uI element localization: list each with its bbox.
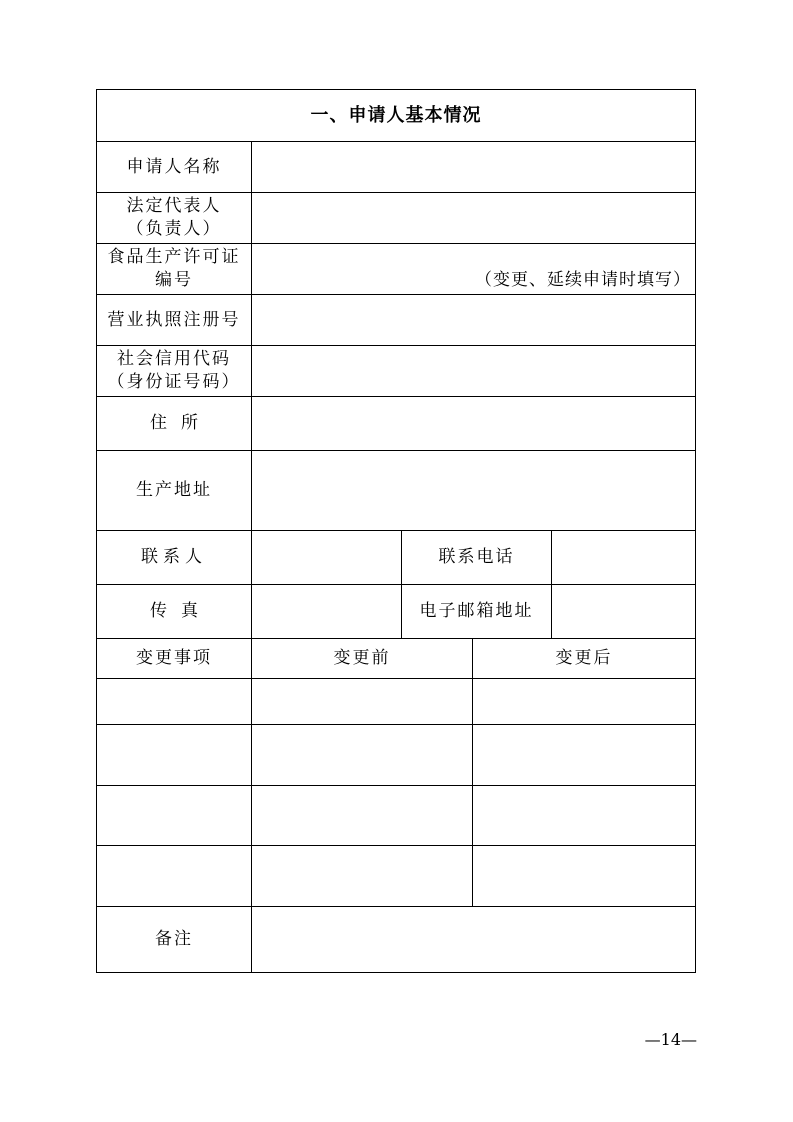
- legal-representative-field[interactable]: [252, 193, 696, 244]
- license-number-label-line2: 编号: [155, 270, 193, 290]
- credit-code-label-line2: （身份证号码）: [107, 372, 241, 392]
- applicant-name-label: 申请人名称: [97, 142, 252, 193]
- after-change-cell[interactable]: [473, 725, 696, 786]
- email-field[interactable]: [552, 585, 696, 639]
- contact-phone-field[interactable]: [552, 531, 696, 585]
- before-change-cell[interactable]: [252, 725, 473, 786]
- residence-field[interactable]: [252, 397, 696, 451]
- applicant-name-field[interactable]: [252, 142, 696, 193]
- change-row: [97, 786, 696, 846]
- change-row: [97, 846, 696, 907]
- business-license-field[interactable]: [252, 295, 696, 346]
- after-change-cell[interactable]: [473, 786, 696, 846]
- license-number-field[interactable]: [252, 244, 696, 295]
- before-change-header: 变更前: [252, 639, 473, 679]
- contact-phone-label: 联系电话: [402, 531, 552, 585]
- applicant-info-form: [96, 89, 696, 973]
- change-item-cell[interactable]: [97, 786, 252, 846]
- legal-representative-label-line2: （负责人）: [126, 219, 222, 239]
- section-title: 一、申请人基本情况: [97, 90, 696, 142]
- after-change-header: 变更后: [473, 639, 696, 679]
- change-item-cell[interactable]: [97, 679, 252, 725]
- residence-label: 住所: [97, 397, 252, 451]
- change-item-cell[interactable]: [97, 725, 252, 786]
- change-item-header: 变更事项: [97, 639, 252, 679]
- production-address-label: 生产地址: [97, 451, 252, 531]
- credit-code-label: [97, 346, 252, 397]
- before-change-cell[interactable]: [252, 786, 473, 846]
- fax-field[interactable]: [252, 585, 402, 639]
- credit-code-field[interactable]: [252, 346, 696, 397]
- remarks-label: 备注: [97, 907, 252, 973]
- change-item-cell[interactable]: [97, 846, 252, 907]
- legal-representative-label: [97, 193, 252, 244]
- before-change-cell[interactable]: [252, 846, 473, 907]
- business-license-label: 营业执照注册号: [97, 295, 252, 346]
- license-number-label: [97, 244, 252, 295]
- fax-label: 传真: [97, 585, 252, 639]
- after-change-cell[interactable]: [473, 846, 696, 907]
- legal-representative-label-line1: 法定代表人: [126, 196, 222, 216]
- production-address-field[interactable]: [252, 451, 696, 531]
- contact-person-label: 联系人: [97, 531, 252, 585]
- license-number-label-line1: 食品生产许可证: [107, 247, 241, 267]
- credit-code-label-line1: 社会信用代码: [117, 349, 231, 369]
- remarks-field[interactable]: [252, 907, 696, 973]
- change-row: [97, 679, 696, 725]
- email-label: 电子邮箱地址: [402, 585, 552, 639]
- contact-person-field[interactable]: [252, 531, 402, 585]
- change-row: [97, 725, 696, 786]
- before-change-cell[interactable]: [252, 679, 473, 725]
- page-number: —14—: [644, 1030, 697, 1049]
- after-change-cell[interactable]: [473, 679, 696, 725]
- license-number-hint: （变更、延续申请时填写）: [475, 270, 692, 290]
